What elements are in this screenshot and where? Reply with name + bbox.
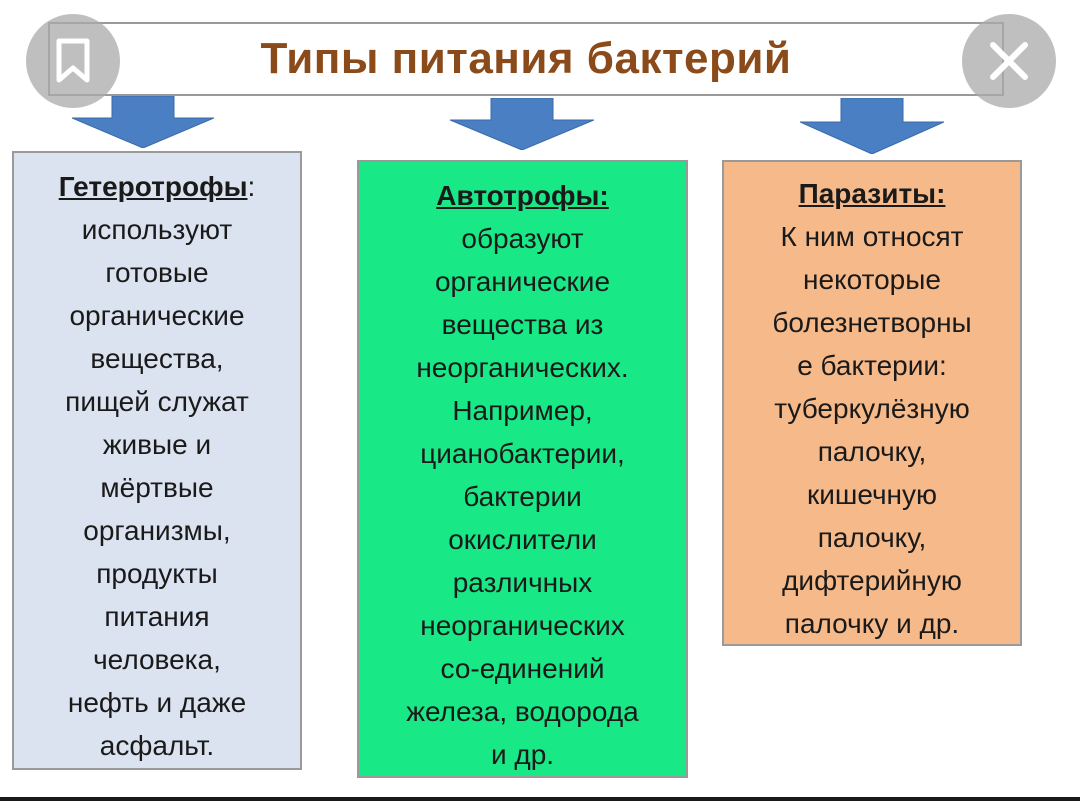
card-line: железа, водорода bbox=[406, 696, 639, 727]
card-heading: Паразиты: bbox=[798, 178, 946, 209]
card-line: кишечную bbox=[806, 479, 938, 510]
card-line: вещества, bbox=[90, 343, 224, 374]
card-line: питания bbox=[104, 601, 210, 632]
card-line: со-единений bbox=[440, 653, 605, 684]
arrow-down-heterotrophs bbox=[72, 96, 214, 148]
card-line: органические bbox=[69, 300, 245, 331]
card-line: болезнетворны bbox=[772, 307, 972, 338]
card-line: вещества из bbox=[441, 309, 604, 340]
card-line: пищей служат bbox=[65, 386, 249, 417]
card-line: используют bbox=[81, 214, 233, 245]
card-line: неорганических bbox=[420, 610, 625, 641]
card-line: и др. bbox=[490, 739, 555, 770]
card-line: мёртвые bbox=[100, 472, 214, 503]
card-line: Например, bbox=[452, 395, 593, 426]
bookmark-icon bbox=[53, 38, 93, 84]
card-line: живые и bbox=[102, 429, 212, 460]
close-button[interactable] bbox=[962, 14, 1056, 108]
card-line: дифтерийную bbox=[782, 565, 962, 596]
card-line: палочку, bbox=[817, 436, 927, 467]
card-line: палочку и др. bbox=[784, 608, 960, 639]
card-line: цианобактерии, bbox=[420, 438, 625, 469]
card-line: продукты bbox=[96, 558, 218, 589]
card-line: бактерии bbox=[463, 481, 582, 512]
card-line: туберкулёзную bbox=[774, 393, 970, 424]
card-line: организмы, bbox=[83, 515, 231, 546]
bookmark-button[interactable] bbox=[26, 14, 120, 108]
card-heading: Гетеротрофы bbox=[58, 171, 248, 202]
card-line: К ним относят bbox=[780, 221, 964, 252]
arrow-down-parasites bbox=[800, 98, 944, 154]
card-heading: Автотрофы: bbox=[436, 180, 609, 211]
diagram-title: Типы питания бактерий bbox=[260, 34, 792, 83]
card-heterotrophs bbox=[12, 151, 302, 770]
card-line: нефть и даже bbox=[67, 687, 247, 718]
card-line: окислители bbox=[448, 524, 597, 555]
title-box bbox=[48, 22, 1004, 96]
bottom-divider bbox=[0, 797, 1080, 801]
card-heading-colon: : bbox=[247, 171, 256, 202]
card-line: е бактерии: bbox=[797, 350, 947, 381]
card-line: различных bbox=[452, 567, 593, 598]
card-line: человека, bbox=[93, 644, 221, 675]
card-autotrophs bbox=[357, 160, 688, 778]
card-line: асфальт. bbox=[99, 730, 215, 761]
card-parasites bbox=[722, 160, 1022, 646]
card-line: образуют bbox=[461, 223, 584, 254]
arrow-down-autotrophs bbox=[450, 98, 594, 150]
card-line: палочку, bbox=[817, 522, 927, 553]
card-line: неорганических. bbox=[416, 352, 629, 383]
card-line: органические bbox=[434, 266, 611, 297]
card-line: некоторые bbox=[803, 264, 941, 295]
card-line: готовые bbox=[105, 257, 209, 288]
close-icon bbox=[987, 39, 1031, 83]
